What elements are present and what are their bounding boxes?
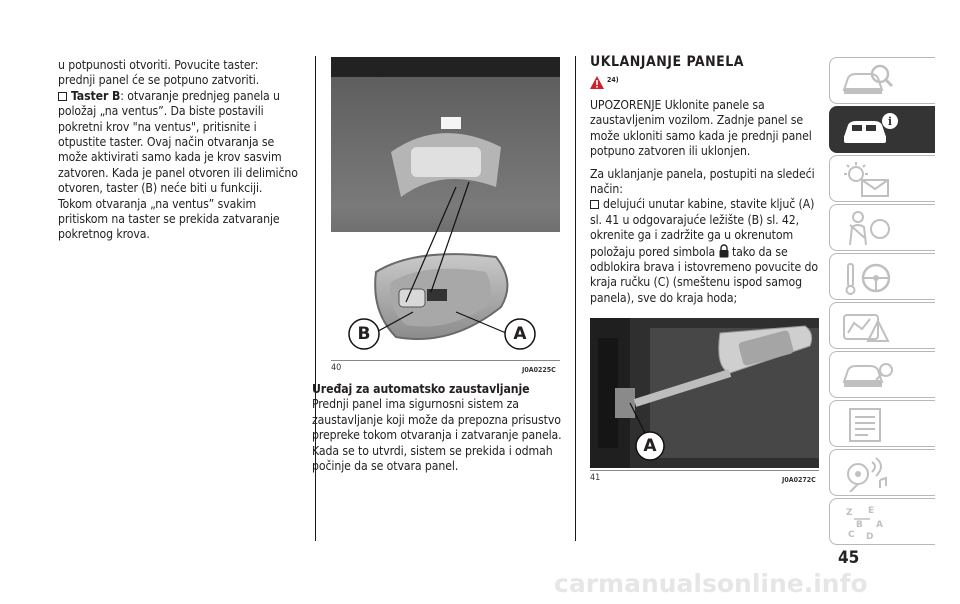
- figure-41: [590, 318, 819, 468]
- auto-stop-paragraph: Prednji panel ima sigurnosni sistem za zaustavljanje koji može da prepozna prisustvo prepreke tokom otvaranja i zatvaranje panela. Kada se to utvrdi, sistem se prekida i odmah počinje da se otvara panel.: [312, 397, 562, 474]
- subheading-auto-stop: Uređaj za automatsko zaustavljanje: [312, 382, 530, 396]
- alphabetical-index-icon: [840, 503, 894, 541]
- tab-knowing-vehicle[interactable]: [829, 57, 935, 104]
- svg-text:C: C: [848, 530, 855, 540]
- unlock-padlock-icon: [719, 244, 729, 258]
- figure-41-code: J0A0272C: [782, 476, 816, 484]
- page-number: 45: [838, 548, 860, 568]
- svg-text:B: B: [856, 520, 863, 530]
- tab-dashboard[interactable]: [829, 106, 935, 153]
- taster-b-text: : otvaranje prednjeg panela u položaj „na ventus”. Da biste postavili pokretni krov "na ventus", pritisnite i otpustite taster. Ovaj način otvaranja se može aktivirati samo kada je krov sasvim zatvoren. Kada je panel otvoren ili delimično otvoren, taster (B) neće biti u funkciji. Tokom otvaranja „na ventus” svakim pritiskom na taster se prekida zatvaranje pokretnog krova.: [58, 88, 298, 242]
- step-1-paragraph: [590, 197, 822, 306]
- car-search-icon: [840, 62, 894, 100]
- left-column: [58, 58, 298, 243]
- column-divider-right: [575, 56, 576, 541]
- tab-warning-lights[interactable]: [829, 155, 935, 202]
- svg-text:E: E: [868, 506, 875, 516]
- warning-lights-icon: [840, 160, 894, 198]
- steering-wheel-key-icon: [840, 258, 894, 296]
- breakdown-warning-icon: [840, 307, 894, 345]
- tab-servicing[interactable]: [829, 351, 935, 398]
- figure-41-label-a: A: [643, 436, 657, 456]
- svg-text:i: i: [887, 115, 893, 128]
- step-1-text-1: delujući unutar kabine, stavite ključ (A) sl. 41 u odgovarajuće ležište (B) sl. 42, okrenite ga i zadržite ga u okrenutom položaju pored simbola: [590, 197, 815, 259]
- figure-40-label-b: B: [357, 324, 371, 344]
- figure-41-rule: [590, 470, 819, 471]
- warning-paragraph: UPOZORENJE Uklonite panele sa zaustavljenim vozilom. Zadnje panel se može ukloniti samo kada je prednji panel potpuno zatvoren ili uklonjen.: [590, 98, 812, 159]
- right-column: [590, 98, 822, 306]
- key-slot-photo: [590, 318, 819, 468]
- technical-data-icon: [840, 405, 894, 443]
- step-1-text-2: tako da se odblokira brava i istovremeno povucite do kraja ručku (C) (smeštenu ispod samog panela), sve do kraja hoda;: [590, 244, 818, 305]
- section-heading: UKLANJANJE PANELA: [590, 54, 745, 70]
- figure-40-number: 40: [331, 363, 342, 373]
- figure-40-rule: [331, 360, 560, 361]
- middle-column: [312, 378, 562, 474]
- left-paragraph-1: u potpunosti otvoriti. Povucite taster: prednji panel će se potpuno zatvoriti.: [58, 58, 260, 88]
- taster-b-label: Taster B: [71, 88, 121, 103]
- figure-40: [331, 57, 560, 357]
- multimedia-icon: [840, 454, 894, 492]
- car-info-icon: [840, 111, 900, 149]
- sunroof-control-photo: [331, 57, 560, 357]
- figure-40-label-a: A: [513, 324, 527, 344]
- figure-40-code: J0A0225C: [522, 366, 556, 374]
- tab-technical-data[interactable]: [829, 400, 935, 447]
- bullet-square-icon: [58, 92, 67, 101]
- car-service-icon: [840, 356, 894, 394]
- svg-text:D: D: [866, 532, 874, 541]
- tab-starting-driving[interactable]: [829, 253, 935, 300]
- svg-text:Z: Z: [846, 508, 853, 518]
- seatbelt-airbag-icon: [840, 209, 894, 247]
- site-watermark: carmanualsonline.info: [554, 569, 868, 598]
- tab-index[interactable]: [829, 498, 935, 545]
- svg-text:A: A: [876, 520, 883, 530]
- intro-paragraph: Za uklanjanje panela, postupiti na sledeći način:: [590, 166, 815, 197]
- warning-reference: 24): [607, 76, 619, 84]
- tab-safety[interactable]: [829, 204, 935, 251]
- warning-triangle-icon: [590, 74, 604, 93]
- tab-emergency[interactable]: [829, 302, 935, 349]
- bullet-square-icon: [590, 200, 599, 209]
- tab-multimedia[interactable]: [829, 449, 935, 496]
- figure-41-number: 41: [590, 473, 601, 483]
- left-paragraph-2: [58, 89, 298, 243]
